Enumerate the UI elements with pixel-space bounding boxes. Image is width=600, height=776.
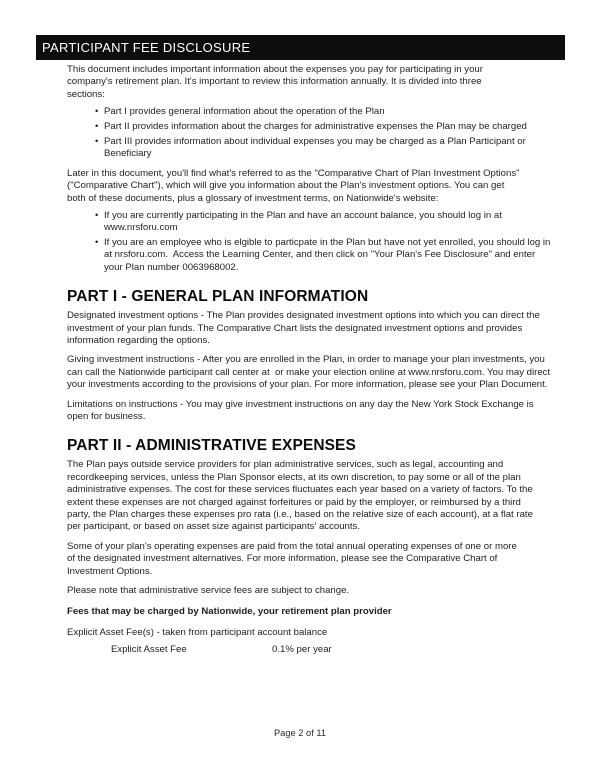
part1-heading: PART I - GENERAL PLAN INFORMATION [67, 288, 369, 306]
fee-name: Explicit Asset Fee [111, 644, 187, 656]
designated-investment-options-paragraph: Designated investment options - The Plan provides designated investment options into which you can direct the investment of your plan funds. The Comparative Chart lists the designated investment options and provides information regarding the options. [67, 310, 543, 346]
explicit-asset-fee-intro: Explicit Asset Fee(s) - taken from participant account balance [67, 626, 328, 638]
fees-subject-to-change-note: Please note that administrative service fees are subject to change. [67, 585, 350, 596]
limitations-on-instructions-paragraph: Limitations on instructions - You may give investment instructions on any day the New York Stock Exchange is open for business. [67, 398, 537, 422]
list-item: • Part II provides information about the charges for administrative expenses the Plan may be charged [95, 121, 539, 133]
intro-paragraph: This document includes important information about the expenses you pay for participating in your company's retirement plan. It's important to review this information annually. It is divided into three sections: [67, 64, 486, 100]
fee-rate: 0.1% per year [272, 644, 332, 656]
list-item: • Part I provides general information about the operation of the Plan [95, 106, 539, 118]
sections-list [95, 106, 567, 161]
giving-investment-instructions-paragraph: Giving investment instructions - After you are enrolled in the Plan, in order to manage your plan investments, you can call the Nationwide participant call center at or make your election online at www.nrsforu.com. You may direct your investments according to the provisions of your plan. For more information, please see your Plan Document. [67, 354, 553, 391]
operating-expenses-paragraph: Some of your plan's operating expenses are paid from the total annual operating expenses of one or more of the designated investment alternatives. For more information, please see the Comparative Chart of Investment Options. [67, 540, 520, 577]
list-item: • If you are currently participating in the Plan and have an account balance, you should log in at www.nrsforu.com [95, 210, 553, 235]
administrative-expenses-paragraph: The Plan pays outside service providers for plan administrative services, such as legal, accounting and recordkeeping services, unless the Plan Sponsor elects, at its own discretion, to pay some or all of the plan administrative expenses. The cost for these services fluctuates each year based on a variety of factors. To the extent these expenses are not charged against forfeitures or paid by the employer, or reimbursed by a third party, the Plan charges these expenses pro rata (i.e., based on the relative size of each account), at a flat rate per participant, or based on asset size against participants' accounts. [67, 459, 536, 533]
page-number: Page 2 of 11 [273, 728, 327, 738]
fee-table-row [67, 644, 567, 656]
fees-charged-heading: Fees that may be charged by Nationwide, your retirement plan provider [67, 605, 392, 617]
document-header-bar: PARTICIPANT FEE DISCLOSURE [36, 35, 565, 60]
list-item: • If you are an employee who is elgible to particpate in the Plan but have not yet enrolled, you should log in at nrsforu.com. Access the Learning Center, and then click on "Your Plan's Fee Disclosure" and enter your Plan number 0063968002. [95, 237, 553, 274]
list-item: • Part III provides information about individual expenses you may be charged as a Plan Participant or Beneficiary [95, 136, 539, 161]
comparative-chart-paragraph: Later in this document, you'll find what's referred to as the "Comparative Chart of Plan Investment Options" ("Comparative Chart"), which will give you information about the Plan's investment options. You can get both of these documents, plus a glossary of investment terms, on Nationwide's website: [67, 167, 523, 204]
part2-heading: PART II - ADMINISTRATIVE EXPENSES [67, 437, 356, 455]
website-access-list [95, 210, 567, 275]
document-content [67, 64, 567, 657]
